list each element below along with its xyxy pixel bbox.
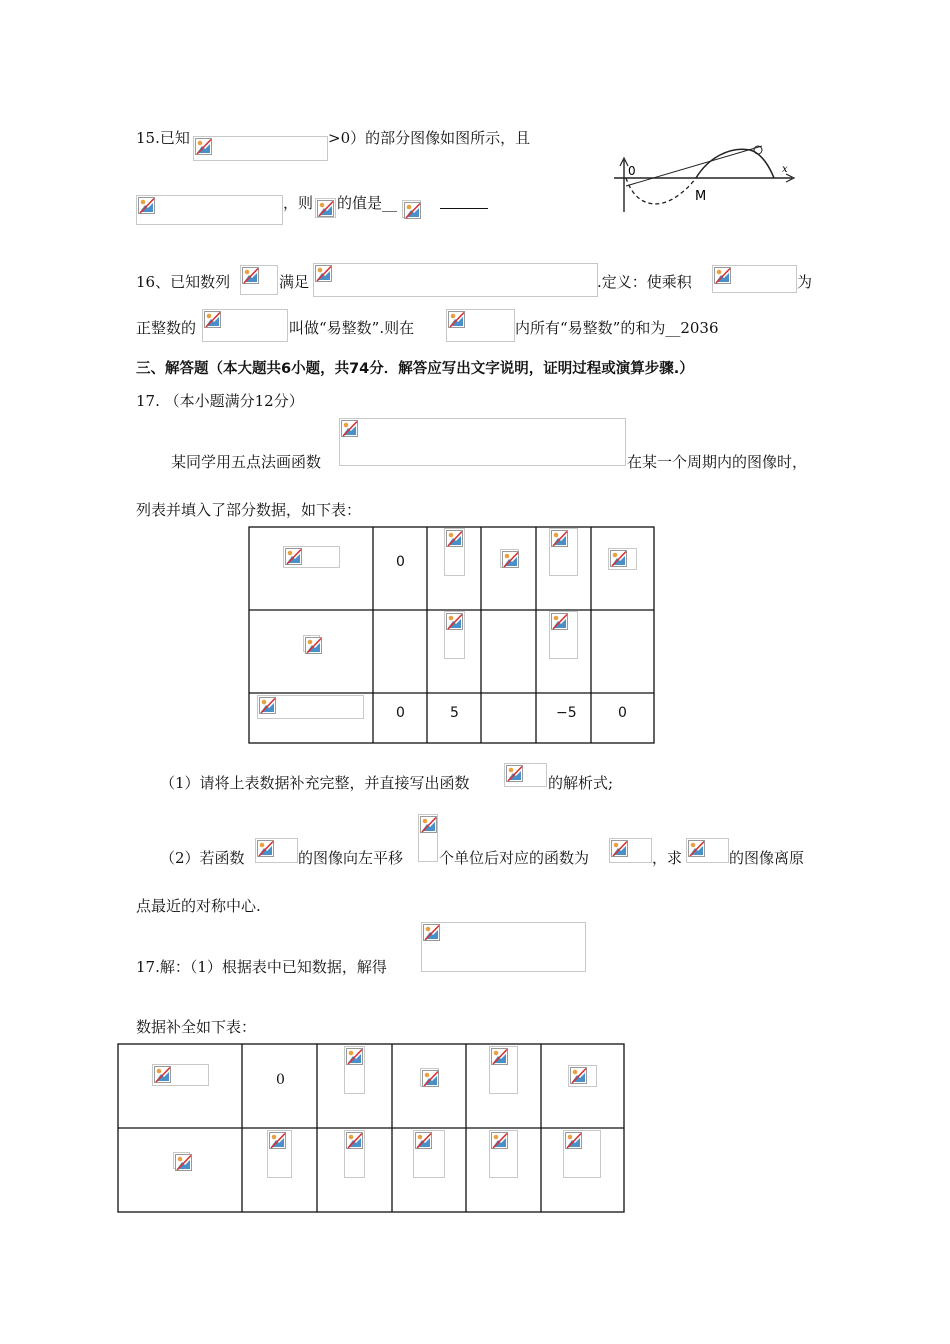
broken-image-icon: [688, 840, 705, 857]
formula-image: [402, 200, 421, 218]
formula-image: [418, 814, 438, 862]
table-cell: 0: [396, 554, 405, 570]
formula-image: [313, 263, 598, 297]
broken-image-icon: [491, 1048, 508, 1065]
formula-image: [193, 136, 328, 161]
origin-label: 0: [628, 164, 636, 178]
broken-image-icon: [423, 924, 440, 941]
table-cell: 5: [450, 705, 459, 721]
formula-image: [686, 838, 729, 863]
section-title: 三、解答题（本大题共6小题，共74分．解答应写出文字说明，证明过程或演算步骤.）: [136, 361, 694, 377]
broken-image-icon: [257, 840, 274, 857]
formula-image: [549, 528, 578, 576]
broken-image-icon: [259, 697, 276, 714]
broken-image-icon: [610, 550, 627, 567]
formula-image: [504, 763, 547, 787]
q17-intro-a: 某同学用五点法画函数: [171, 453, 322, 471]
q17-solution-a: 17.解：（1）根据表中已知数据，解得: [136, 958, 387, 976]
broken-image-icon: [446, 530, 463, 547]
broken-image-icon: [305, 637, 322, 654]
answer-blank: [440, 207, 488, 209]
q17-intro-b: 在某一个周期内的图像时，: [627, 453, 808, 471]
broken-image-icon: [422, 1070, 439, 1087]
formula-image: [609, 838, 652, 863]
formula-image: [549, 611, 578, 659]
q15-text: >0）的部分图像如图所示，且: [328, 129, 531, 147]
broken-image-icon: [551, 530, 568, 547]
broken-image-icon: [565, 1132, 582, 1149]
broken-image-icon: [346, 1048, 363, 1065]
broken-image-icon: [315, 265, 332, 282]
formula-image: [446, 309, 515, 342]
table-cell: 0: [618, 705, 627, 721]
formula-image: [421, 922, 586, 972]
broken-image-icon: [269, 1132, 286, 1149]
q16-is: 为: [797, 273, 813, 291]
q17-part2-d: ，求: [652, 849, 683, 867]
formula-image: [339, 418, 626, 466]
q15-lead: 15.已知: [136, 129, 190, 147]
q16-line2c: 内所有“易整数”的和为__2036: [515, 319, 719, 337]
formula-image: [267, 1130, 292, 1178]
q16-line2b: 叫做“易整数”.则在: [289, 319, 415, 337]
formula-image: [444, 611, 465, 659]
broken-image-icon: [506, 765, 523, 782]
q17-intro-c: 列表并填入了部分数据，如下表：: [136, 501, 362, 519]
broken-image-icon: [317, 200, 334, 217]
formula-image: [240, 265, 278, 295]
broken-image-icon: [138, 197, 155, 214]
broken-image-icon: [611, 840, 628, 857]
q16-line2a: 正整数的: [136, 319, 197, 337]
broken-image-icon: [491, 1132, 508, 1149]
q17-part2-e: 的图像离原: [729, 849, 805, 867]
broken-image-icon: [446, 613, 463, 630]
point-m-label: M: [695, 189, 707, 204]
formula-image: [152, 1064, 209, 1086]
broken-image-icon: [714, 267, 731, 284]
broken-image-icon: [346, 1132, 363, 1149]
formula-image: [413, 1130, 445, 1178]
q17-solution-b: 数据补全如下表：: [136, 1018, 257, 1036]
x-axis-label: x: [782, 164, 788, 175]
broken-image-icon: [420, 816, 437, 833]
q16-lead: 16、已知数列: [136, 273, 231, 291]
formula-image: [344, 1046, 365, 1094]
q17-part2-a: （2）若函数: [160, 849, 245, 867]
formula-image: [568, 1065, 597, 1087]
formula-image: [500, 549, 519, 568]
formula-image: [712, 265, 797, 293]
formula-image: [283, 546, 340, 568]
broken-image-icon: [404, 202, 421, 219]
broken-image-icon: [341, 420, 358, 437]
q17-part1-a: （1）请将上表数据补充完整，并直接写出函数: [160, 774, 470, 792]
formula-image: [257, 695, 364, 719]
formula-image: [420, 1068, 439, 1087]
table-cell: −5: [556, 705, 577, 721]
q15-then: ，则: [283, 194, 314, 212]
formula-image: [255, 838, 298, 863]
formula-image: [489, 1130, 518, 1178]
broken-image-icon: [154, 1066, 171, 1083]
formula-image: [563, 1130, 601, 1178]
formula-image: [202, 309, 288, 342]
q17-part2-f: 点最近的对称中心.: [136, 897, 261, 915]
formula-image: [136, 195, 283, 225]
broken-image-icon: [448, 311, 465, 328]
broken-image-icon: [551, 613, 568, 630]
formula-image: [173, 1152, 190, 1169]
formula-image: [489, 1046, 518, 1094]
q16-satisfy: 满足: [279, 273, 310, 291]
broken-image-icon: [204, 311, 221, 328]
broken-image-icon: [195, 138, 212, 155]
broken-image-icon: [502, 551, 519, 568]
table-cell: 0: [396, 705, 405, 721]
broken-image-icon: [415, 1132, 432, 1149]
q16-define: .定义：使乘积: [597, 273, 692, 291]
q17-part1-b: 的解析式;: [548, 774, 614, 792]
formula-image: [444, 528, 465, 576]
formula-image: [315, 198, 336, 218]
q17-lead: 17. （本小题满分12分）: [136, 392, 304, 410]
table-cell: 0: [276, 1072, 285, 1088]
sine-graph: [612, 138, 797, 218]
formula-image: [344, 1130, 365, 1178]
formula-image: [608, 548, 637, 570]
formula-image: [303, 635, 320, 652]
broken-image-icon: [175, 1154, 192, 1171]
broken-image-icon: [570, 1067, 587, 1084]
q17-part2-b: 的图像向左平移: [298, 849, 404, 867]
q15-value-is: 的值是__: [337, 194, 398, 212]
broken-image-icon: [285, 548, 302, 565]
q17-part2-c: 个单位后对应的函数为: [439, 849, 590, 867]
broken-image-icon: [242, 267, 259, 284]
